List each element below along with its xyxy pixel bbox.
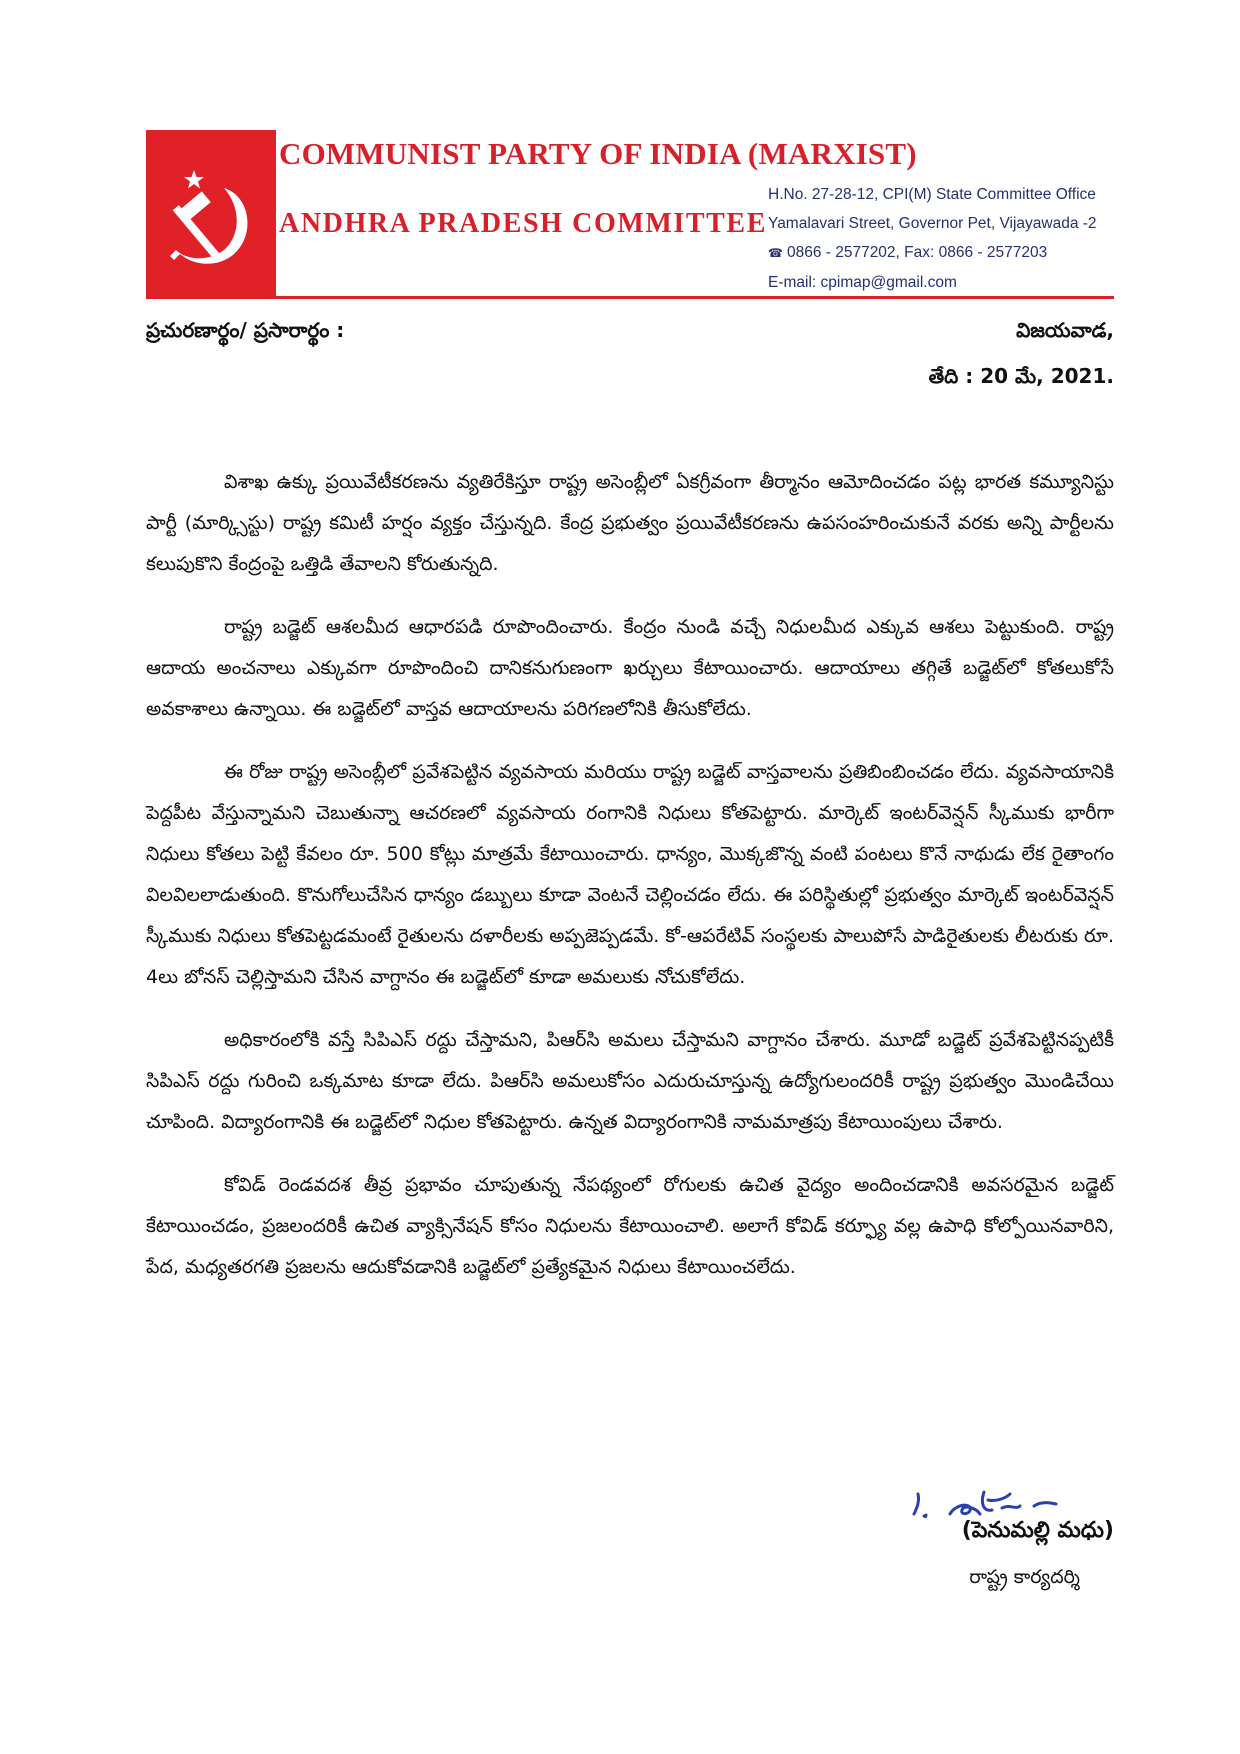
phone-icon: ☎ [768, 246, 783, 260]
letterhead [146, 130, 1114, 298]
party-name: COMMUNIST PARTY OF INDIA (MARXIST) [279, 136, 917, 171]
body-paragraph: రాష్ట్ర బడ్జెట్ ఆశలమీద ఆధారపడి రూపొందించారు. కేంద్రం నుండి వచ్చే నిధులమీద ఎక్కువ ఆశలు పెట్టుకుంది. రాష్ట్ర ఆదాయ అంచనాలు ఎక్కువగా రూపొందించి దానికనుగుణంగా ఖర్చులు కేటాయించారు. ఆదాయాలు తగ్గితే బడ్జెట్‌లో కోతలుకోసే అవకాశాలు ఉన్నాయి. ఈ బడ్జెట్‌లో వాస్తవ ఆదాయాలను పరిగణలోనికి తీసుకోలేదు. [146, 616, 1114, 720]
header-divider [146, 296, 1114, 299]
place-line: విజయవాడ, [1016, 318, 1114, 342]
signer-title: రాష్ట్ర కార్యదర్శి [969, 1566, 1080, 1588]
body-paragraph: కోవిడ్ రెండవదశ తీవ్ర ప్రభావం చూపుతున్న నేపథ్యంలో రోగులకు ఉచిత వైద్యం అందించడానికి అవసరమైన బడ్జెట్ కేటాయించడం, ప్రజలందరికీ ఉచిత వ్యాక్సినేషన్ కోసం నిధులను కేటాయించాలి. అలాగే కోవిడ్ కర్ఫ్యూ వల్ల ఉపాధి కోల్పోయినవారిని, పేద, మధ్యతరగతి ప్రజలను ఆదుకోవడానికి బడ్జెట్‌లో ప్రత్యేకమైన నిధులు కేటాయించలేదు. [146, 1174, 1114, 1278]
signer-name: (పెనుమల్లి మధు) [961, 1518, 1114, 1543]
address-line: H.No. 27-28-12, CPI(M) State Committee Office [768, 186, 1096, 203]
committee-name: ANDHRA PRADESH COMMITTEE [279, 208, 767, 239]
date-line: తేది : 20 మే, 2021. [928, 364, 1114, 388]
body-paragraph: విశాఖ ఉక్కు ప్రయివేటీకరణను వ్యతిరేకిస్తూ రాష్ట్ర అసెంబ్లీలో ఏకగ్రీవంగా తీర్మానం ఆమోదించడం పట్ల భారత కమ్యూనిస్టు పార్టీ (మార్క్సిస్టు) రాష్ట్ర కమిటీ హర్షం వ్యక్తం చేస్తున్నది. కేంద్ర ప్రభుత్వం ప్రయివేటీకరణను ఉపసంహరించుకునే వరకు అన్ని పార్టీలను కలుపుకొని కేంద్రంపై ఒత్తిడి తేవాలని కోరుతున్నది. [146, 471, 1114, 575]
press-release-body [146, 462, 1114, 1310]
address-block [768, 180, 1097, 297]
hammer-sickle-star-icon [146, 130, 276, 296]
release-label: ప్రచురణార్థం/ ప్రసారార్థం : [146, 318, 345, 342]
body-paragraph: అధికారంలోకి వస్తే సిపిఎస్ రద్దు చేస్తామని, పిఆర్‌సి అమలు చేస్తామని వాగ్దానం చేశారు. మూడో బడ్జెట్ ప్రవేశపెట్టినప్పటికీ సిపిఎస్ రద్దు గురించి ఒక్కమాట కూడా లేదు. పిఆర్‌సి అమలుకోసం ఎదురుచూస్తున్న ఉద్యోగులందరికీ రాష్ట్ర ప్రభుత్వం మొండిచేయి చూపింది. విద్యారంగానికి ఈ బడ్జెట్‌లో నిధుల కోతపెట్టారు. ఉన్నత విద్యారంగానికి నామమాత్రపు కేటాయింపులు చేశారు. [146, 1029, 1114, 1133]
address-line: Yamalavari Street, Governor Pet, Vijayawada -2 [768, 215, 1097, 232]
body-paragraph: ఈ రోజు రాష్ట్ర అసెంబ్లీలో ప్రవేశపెట్టిన వ్యవసాయ మరియు రాష్ట్ర బడ్జెట్ వాస్తవాలను ప్రతిబింబించడం లేదు. వ్యవసాయానికి పెద్దపీట వేస్తున్నామని చెబుతున్నా ఆచరణలో వ్యవసాయ రంగానికి నిధులు కోతపెట్టారు. మార్కెట్ ఇంటర్‌వెన్షన్ స్కీముకు భారీగా నిధులు కోతలు పెట్టి కేవలం రూ. 500 కోట్లు మాత్రమే కేటాయించారు. ధాన్యం, మొక్కజొన్న వంటి పంటలు కొనే నాథుడు లేక రైతాంగం విలవిలలాడుతుంది. కొనుగోలుచేసిన ధాన్యం డబ్బులు కూడా వెంటనే చెల్లించడం లేదు. ఈ పరిస్థితుల్లో ప్రభుత్వం మార్కెట్ ఇంటర్‌వెన్షన్ స్కీముకు నిధులు కోతపెట్టడమంటే రైతులను దళారీలకు అప్పజెప్పడమే. కో-ఆపరేటివ్ సంస్థలకు పాలుపోసే పాడిరైతులకు లీటరుకు రూ. 4లు బోనస్ చెల్లిస్తామని చేసిన వాగ్దానం ఈ బడ్జెట్‌లో కూడా అమలుకు నోచుకోలేదు. [146, 761, 1114, 988]
party-logo [146, 130, 276, 296]
phone-line [768, 238, 1097, 268]
phone-text: 0866 - 2577202, Fax: 0866 - 2577203 [786, 244, 1048, 261]
email-line: E-mail: cpimap@gmail.com [768, 274, 957, 291]
